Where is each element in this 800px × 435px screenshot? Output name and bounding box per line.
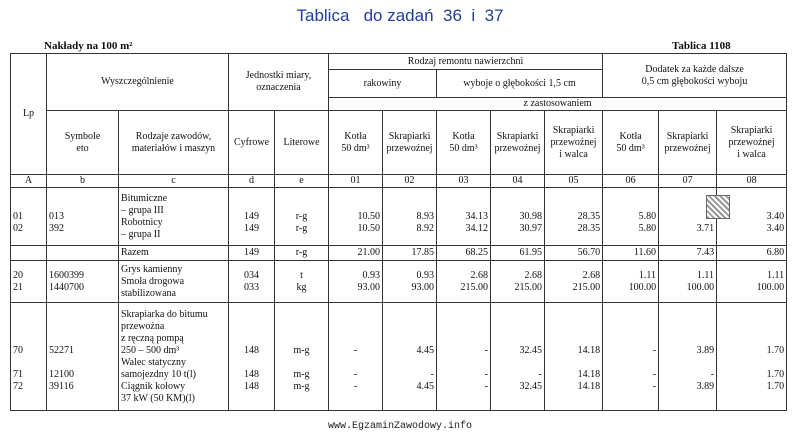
header-col-01: Kotła 50 dm³ (329, 111, 383, 175)
header-wyboje: wyboje o głębokości 1,5 cm (437, 70, 603, 98)
value-cell: 1.70 1.70 1.70 (717, 303, 787, 411)
value-cell: 34.13 34.12 (437, 188, 491, 246)
header-literowe: Literowe (275, 111, 329, 175)
value-cell: 1.11 100.00 (717, 261, 787, 303)
letter-cell: 01 (329, 175, 383, 188)
value-cell: 3.40 3.40 (717, 188, 787, 246)
table-row-section3 (11, 303, 787, 411)
letter-cell: 06 (603, 175, 659, 188)
lp-cell: 01 02 (11, 188, 47, 246)
value-cell: 2.68 215.00 (545, 261, 603, 303)
header-rakowiny: rakowiny (329, 70, 437, 98)
lp-cell: 20 21 (11, 261, 47, 303)
header-symbole: Symbole eto (47, 111, 119, 175)
name-cell: Bitumiczne – grupa III Robotnicy – grupa II (119, 188, 229, 246)
header-lp: Lp (11, 54, 47, 175)
header-cyfrowe: Cyfrowe (229, 111, 275, 175)
header-col-03: Kotła 50 dm³ (437, 111, 491, 175)
header-col-04: Skrapiarki przewoźnej (491, 111, 545, 175)
literowe-cell: r-g r-g (275, 188, 329, 246)
value-cell: 68.25 (437, 246, 491, 261)
letter-cell: 03 (437, 175, 491, 188)
header-col-06: Kotła 50 dm³ (603, 111, 659, 175)
value-cell: 6.80 (717, 246, 787, 261)
razem-label: Razem (119, 246, 229, 261)
letter-cell: d (229, 175, 275, 188)
letter-cell: 08 (717, 175, 787, 188)
letter-cell: c (119, 175, 229, 188)
value-cell: 17.85 (383, 246, 437, 261)
header-wyszczegolnienie: Wyszczególnienie (47, 54, 229, 111)
value-cell: 5.80 5.80 (603, 188, 659, 246)
value-cell: 2.68 215.00 (491, 261, 545, 303)
value-cell: 56.70 (545, 246, 603, 261)
name-cell: Grys kamienny Smoła drogowa stabilizowana (119, 261, 229, 303)
letter-cell: 02 (383, 175, 437, 188)
value-cell: 10.50 10.50 (329, 188, 383, 246)
cyfrowe-cell: 149 (229, 246, 275, 261)
header-rodzaje: Rodzaje zawodów, materiałów i maszyn (119, 111, 229, 175)
header-col-02: Skrapiarki przewoźnej (383, 111, 437, 175)
value-cell: 11.60 (603, 246, 659, 261)
letter-cell: e (275, 175, 329, 188)
cyfrowe-cell: 148 148 148 (229, 303, 275, 411)
value-cell: - - - (437, 303, 491, 411)
value-cell: 14.18 14.18 14.18 (545, 303, 603, 411)
value-cell: - - - (329, 303, 383, 411)
value-cell: 2.68 215.00 (437, 261, 491, 303)
literowe-cell: r-g (275, 246, 329, 261)
page-title: Tablica do zadań 36 i 37 (296, 6, 504, 25)
norms-table (10, 53, 787, 411)
cyfrowe-cell: 034 033 (229, 261, 275, 303)
symbol-cell: 52271 12100 39116 (47, 303, 119, 411)
literowe-cell: m-g m-g m-g (275, 303, 329, 411)
table-row-razem (11, 246, 787, 261)
tablica-number: Tablica 1108 (672, 40, 731, 52)
value-cell: 7.43 (659, 246, 717, 261)
letter-cell: 07 (659, 175, 717, 188)
value-cell: 0.93 93.00 (383, 261, 437, 303)
watermark: www.EgzaminZawodowy.info (327, 421, 473, 432)
value-cell: 1.11 100.00 (659, 261, 717, 303)
value-cell: 3.71 (659, 188, 717, 246)
value-cell: 30.98 30.97 (491, 188, 545, 246)
cyfrowe-cell: 149 149 (229, 188, 275, 246)
name-cell: Skrapiarka do bitumu przewoźna z ręczną pompą 250 – 500 dm³ Walec statyczny samojezdny 10 t(l) Ciągnik kołowy 37 kW (50 KM)(l) (119, 303, 229, 411)
header-jednostki: Jednostki miary, oznaczenia (229, 54, 329, 111)
header-col-05: Skrapiarki przewoźnej i walca (545, 111, 603, 175)
symbol-cell: 013 392 (47, 188, 119, 246)
value-cell: 3.89 - 3.89 (659, 303, 717, 411)
letter-row (11, 175, 787, 188)
table-row-section1 (11, 188, 787, 246)
value-cell: 1.11 100.00 (603, 261, 659, 303)
value-cell: 61.95 (491, 246, 545, 261)
header-col-08: Skrapiarki przewoźnej i walca (717, 111, 787, 175)
header-dodatek: Dodatek za każde dalsze 0,5 cm głębokości wyboju (603, 54, 787, 98)
qr-stamp-icon (706, 195, 730, 219)
header-col-07: Skrapiarki przewoźnej (659, 111, 717, 175)
header-z-zastosowaniem: z zastosowaniem (329, 98, 787, 111)
header-rodzaj: Rodzaj remontu nawierzchni (329, 54, 603, 70)
naklady-label: Nakłady na 100 m² (44, 40, 133, 52)
value-cell: - - - (603, 303, 659, 411)
value-cell: 21.00 (329, 246, 383, 261)
lp-cell: 70 71 72 (11, 303, 47, 411)
literowe-cell: t kg (275, 261, 329, 303)
letter-cell: b (47, 175, 119, 188)
value-cell: 0.93 93.00 (329, 261, 383, 303)
letter-cell: 05 (545, 175, 603, 188)
value-cell: 8.93 8.92 (383, 188, 437, 246)
value-cell: 28.35 28.35 (545, 188, 603, 246)
value-cell: 32.45 - 32.45 (491, 303, 545, 411)
table-row-section2 (11, 261, 787, 303)
symbol-cell: 1600399 1440700 (47, 261, 119, 303)
letter-cell: 04 (491, 175, 545, 188)
letter-cell: A (11, 175, 47, 188)
value-cell: 4.45 - 4.45 (383, 303, 437, 411)
